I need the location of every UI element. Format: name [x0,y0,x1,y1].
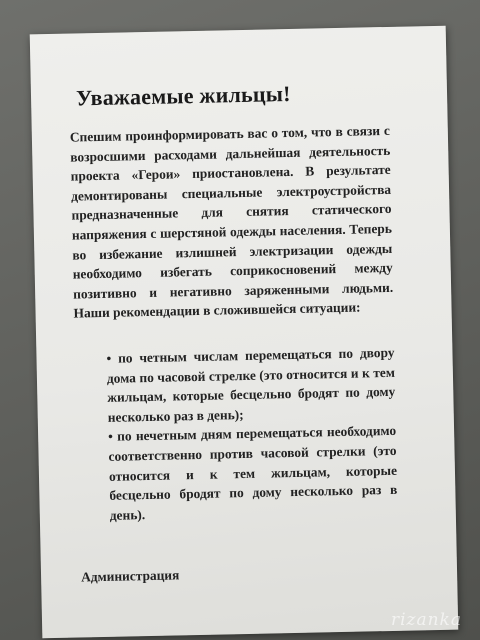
watermark: rizanka [390,610,462,630]
notice-sheet [30,26,459,639]
notice-title: Уважаемые жильцы! [75,80,291,111]
signature: Администрация [80,567,180,585]
recommendation-item-even-days: • по четным числам перемещаться по двору дома по часовой стрелке (это относится и к тем жильцам, которые бесцельно бродят по дому несколько раз в день); [106,344,396,425]
recommendation-list [106,343,398,525]
notice-paragraph: Спешим проинформировать вас о том, что в связи с возросшими расходами дальнейшая деятельность проекта «Герои» приостановлена. В результате демонтированы специальные электроустройства предназначенные для снятия статического напряжения с шерстяной одежды населения. Теперь во избежание излишней электризации одежды необходимо избегать соприкосновений между позитивно и негативно заряженными людьми. Наши рекомендации в сложившейся ситуации: [69,122,394,321]
recommendation-item-odd-days: • по нечетным дням перемещаться необходимо соответственно против часовой стрелки (это относится и к тем жильцам, которые бесцельно бродят по дому несколько раз в день). [108,423,398,523]
